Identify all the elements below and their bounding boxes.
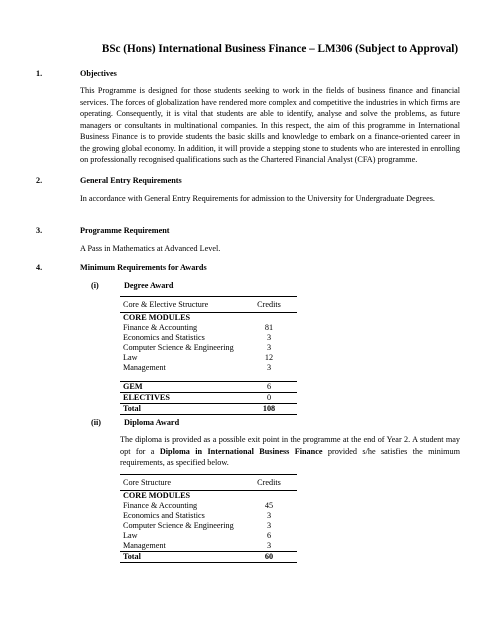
degree-credits-table [120,296,297,415]
table-row: Management 3 [123,541,272,550]
table-row: Management 3 [123,363,272,372]
section-4-heading: Minimum Requirements for Awards [80,263,207,272]
table-row: Law 6 [123,531,272,540]
section-3-number: 3. [36,226,43,235]
diploma-award-text: The diploma is provided as a possible exit point in the programme at the end of Year 2. A student may opt for a Diploma in International Business Finance provided s/he satisfies the minimum requirements, as specified below. [120,435,460,467]
document-title: BSc (Hons) International Business Finance – LM306 (Subject to Approval) [101,43,459,55]
diploma-award-number: (ii) [91,418,102,427]
core-modules-label: CORE MODULES [123,313,191,322]
section-2-heading: General Entry Requirements [80,176,182,185]
section-4-number: 4. [36,263,43,272]
table-row: Economics and Statistics 3 [123,333,272,342]
diploma-award-heading: Diploma Award [124,418,180,427]
table-row: Economics and Statistics 3 [123,511,272,520]
diploma-credits-table [120,474,297,563]
total-row: Total 108 [120,404,297,415]
total-row: Total 60 [120,552,297,563]
degree-award-number: (i) [91,281,99,290]
section-3-body: A Pass in Mathematics at Advanced Level. [80,244,221,253]
section-3-heading: Programme Requirement [80,226,170,235]
section-1-number: 1. [36,69,43,78]
table-row: Finance & Accounting 81 [123,323,274,332]
section-2-number: 2. [36,176,43,185]
table-header-structure: Core & Elective Structure [120,297,241,313]
degree-award-heading: Degree Award [124,281,174,290]
table-row: Computer Science & Engineering 3 [123,343,272,352]
electives-row: ELECTIVES 0 [120,393,297,404]
section-2-body: In accordance with General Entry Requirements for admission to the University for Undergraduate Degrees. [80,194,435,203]
gem-row: GEM 6 [120,382,297,393]
section-1-heading: Objectives [80,69,117,78]
core-modules-label: CORE MODULES [123,491,191,500]
section-1-body: This Programme is designed for those students seeking to work in the fields of business finance and financial services. The forces of globalization have rendered more complex and competitive the industries in which firms are operating. Consequently, it is vital that students are able to identify, analyse and solve the problems, as future managers or consultants in multinational companies. In this respect, the aim of this programme in International Business Finance is to provide students the basic skills and knowledge to embark on a finance-oriented career in the growing global economy. In addition, it will provide a stepping stone to students who are interested in enrolling on professionally recognised qualifications such as the Chartered Financial Analyst (CFA) programme. [80,86,460,164]
table-header-credits: Credits [241,475,297,491]
table-header-credits: Credits [241,297,297,313]
table-row: Law 12 [123,353,274,362]
table-header-structure: Core Structure [120,475,241,491]
table-row: Finance & Accounting 45 [123,501,274,510]
table-row: Computer Science & Engineering 3 [123,521,272,530]
